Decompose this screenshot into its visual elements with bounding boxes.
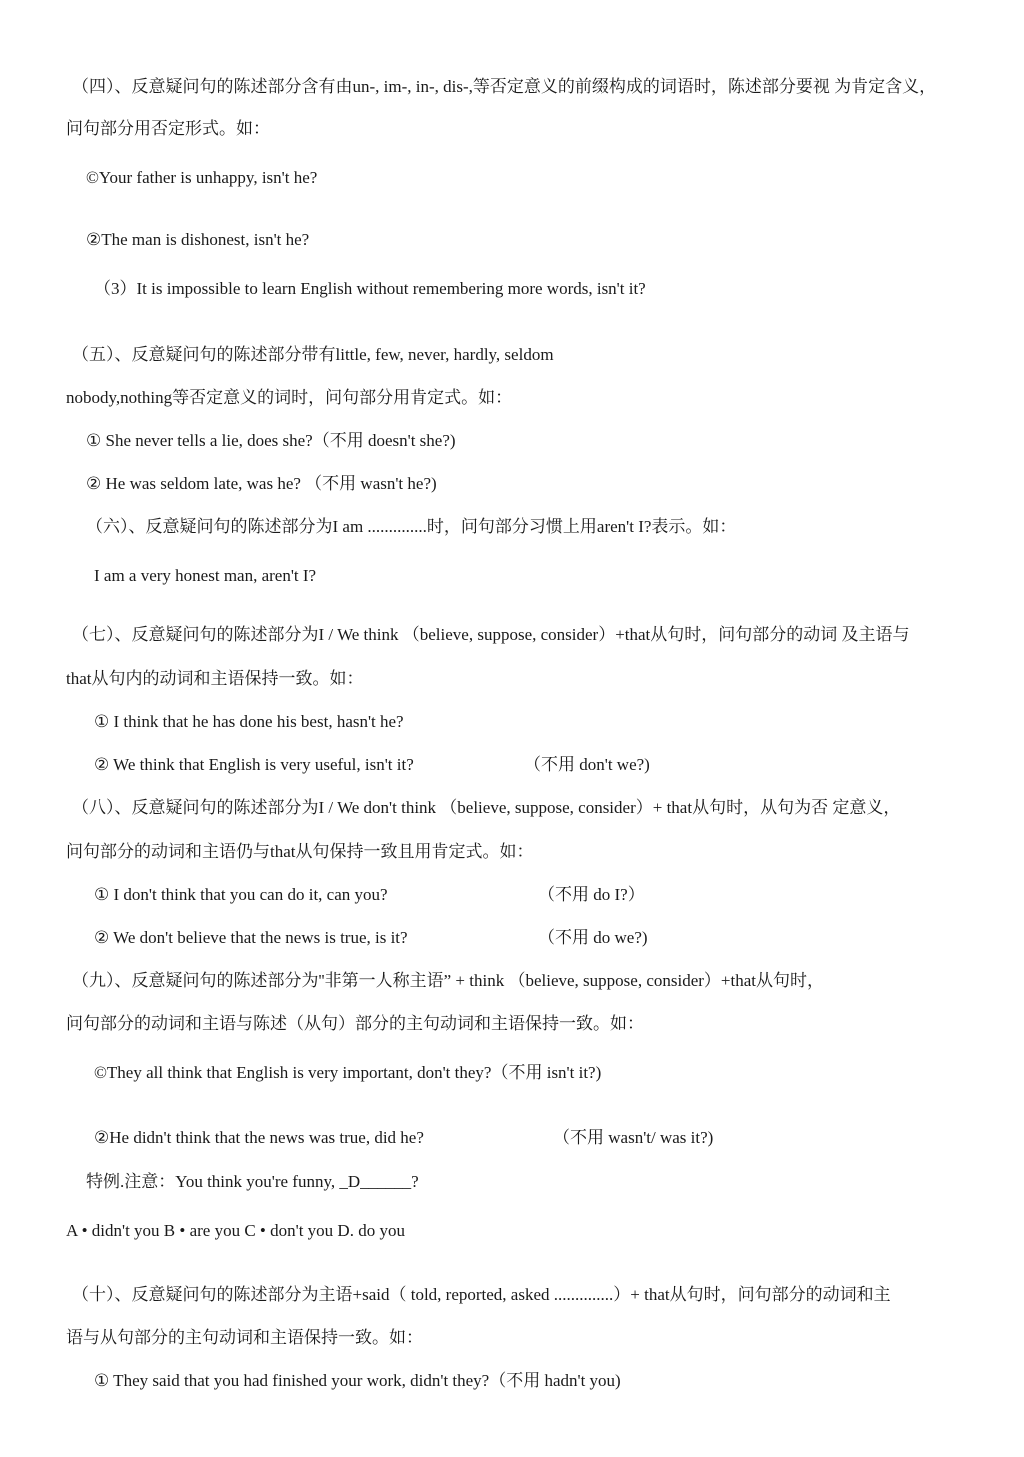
- section-7-heading: （七）、反意疑问句的陈述部分为I / We think （believe, suppose, consider）+that从句时，问句部分的动词 及主语与: [72, 625, 910, 644]
- section-4-heading: （四）、反意疑问句的陈述部分含有由un-, im-, in-, dis-,等否定意义的前缀构成的词语时，陈述部分要视 为肯定含义，: [72, 77, 937, 96]
- section-8-example-1: ① I don't think that you can do it, can you?: [94, 885, 388, 904]
- section-9-heading-cont: 问句部分的动词和主语与陈述（从句）部分的主句动词和主语保持一致。如：: [66, 1014, 644, 1033]
- section-8-heading-cont: 问句部分的动词和主语仍与that从句保持一致且用肯定式。如：: [66, 842, 534, 861]
- section-8-example-2-note: （不用 do we?): [538, 928, 648, 947]
- section-9-example-2-note: （不用 wasn't/ was it?): [553, 1128, 714, 1147]
- section-6-example-1: I am a very honest man, aren't I?: [94, 566, 317, 585]
- section-7-example-1: ① I think that he has done his best, hasn't he?: [94, 712, 404, 731]
- section-9-example-1: ©They all think that English is very important, don't they?（不用 isn't it?): [94, 1063, 602, 1082]
- section-6-heading: （六）、反意疑问句的陈述部分为I am ..............时，问句部分习惯上用aren't I?表示。如：: [86, 517, 737, 536]
- section-5-heading-cont: nobody,nothing等否定意义的词时，问句部分用肯定式。如：: [66, 388, 513, 407]
- section-4-example-2: ②The man is dishonest, isn't he?: [86, 230, 310, 249]
- section-5-example-2: ② He was seldom late, was he? （不用 wasn't he?): [86, 474, 437, 493]
- section-8-example-1-note: （不用 do I?）: [538, 885, 645, 904]
- section-7-example-2-note: （不用 don't we?): [524, 755, 650, 774]
- section-4-heading-cont: 问句部分用否定形式。如：: [66, 119, 270, 138]
- section-8-heading: （八）、反意疑问句的陈述部分为I / We don't think （believe, suppose, consider）+ that从句时，从句为否 定意义，: [72, 798, 901, 817]
- special-case-note: 特例.注意：You think you're funny, _D______?: [86, 1172, 419, 1191]
- section-5-heading: （五）、反意疑问句的陈述部分带有little, few, never, hardly, seldom: [72, 345, 554, 364]
- section-4-example-3: （3）It is impossible to learn English without remembering more words, isn't it?: [94, 279, 646, 298]
- section-10-heading: （十）、反意疑问句的陈述部分为主语+said（ told, reported, asked ..............）+ that从句时，问句部分的动词和主: [72, 1285, 891, 1304]
- special-case-options: A • didn't you B • are you C • don't you D. do you: [66, 1221, 405, 1240]
- section-7-example-2: ② We think that English is very useful, isn't it?: [94, 755, 414, 774]
- section-10-heading-cont: 语与从句部分的主句动词和主语保持一致。如：: [66, 1328, 423, 1347]
- section-4-example-1: ©Your father is unhappy, isn't he?: [86, 168, 318, 187]
- section-9-example-2: ②He didn't think that the news was true, did he?: [94, 1128, 424, 1147]
- section-9-heading: （九）、反意疑问句的陈述部分为''非第一人称主语” + think （believe, suppose, consider）+that从句时，: [72, 971, 824, 990]
- section-10-example-1: ① They said that you had finished your work, didn't they?（不用 hadn't you): [94, 1371, 621, 1390]
- section-8-example-2: ② We don't believe that the news is true, is it?: [94, 928, 408, 947]
- section-7-heading-cont: that从句内的动词和主语保持一致。如：: [66, 669, 364, 688]
- section-5-example-1: ① She never tells a lie, does she?（不用 doesn't she?): [86, 431, 456, 450]
